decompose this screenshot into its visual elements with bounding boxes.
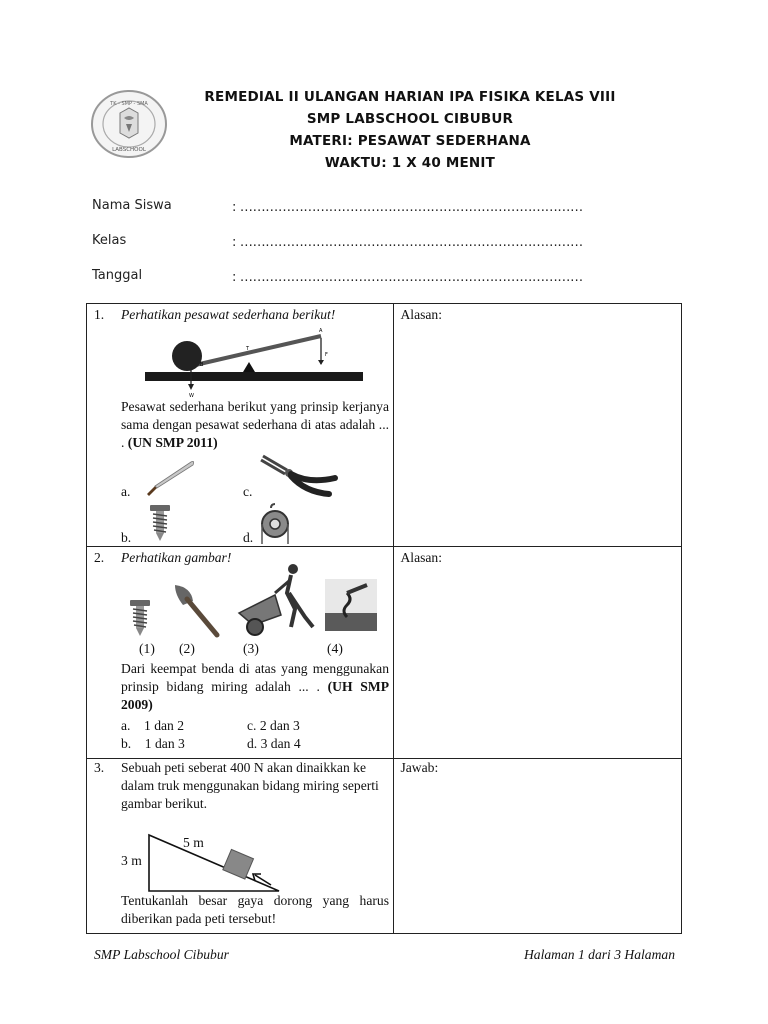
kelas-field[interactable]: : ……………………………………………………………………… — [232, 235, 583, 250]
q1-option-a[interactable]: a. — [121, 484, 131, 499]
q2-answer-cell[interactable] — [394, 547, 682, 759]
q1-text: Pesawat sederhana berikut yang prinsip kerjanya sama dengan pesawat sederhana di atas adalah ... . (UN SMP 2011) — [121, 399, 389, 450]
nama-siswa-field[interactable]: : ……………………………………………………………………… — [232, 200, 583, 215]
fig-number-4: (4) — [327, 641, 343, 656]
q2-number: 2. — [94, 550, 105, 565]
q2-option-b[interactable]: b. 1 dan 3 — [121, 736, 185, 751]
logo-arc-text: TK - SMP - SMA — [110, 101, 148, 107]
q2-text: Dari keempat benda di atas yang menggunakan prinsip bidang miring adalah ... . (UH SMP 2009) — [121, 661, 389, 712]
q2-intro: Perhatikan gambar! — [121, 550, 232, 565]
knife-icon — [143, 456, 199, 498]
q2-option-d[interactable]: d. 3 dan 4 — [247, 736, 301, 751]
screw-icon — [129, 599, 151, 637]
lever-label-b: B — [200, 362, 204, 368]
question-table — [86, 303, 682, 934]
q1-option-b[interactable]: b. — [121, 530, 132, 545]
nama-siswa-label: Nama Siswa — [92, 198, 172, 213]
header-school: SMP LABSCHOOL CIBUBUR — [306, 111, 514, 127]
corkscrew-icon — [323, 577, 379, 633]
q1-answer-label: Alasan: — [400, 307, 442, 322]
lever-label-w: W — [189, 393, 194, 399]
q3-number: 3. — [94, 760, 105, 775]
screw-icon — [149, 504, 171, 542]
incline-slope-label: 5 m — [183, 835, 204, 850]
incline-height-label: 3 m — [121, 853, 142, 868]
lever-label-a: A — [319, 328, 323, 334]
incline-figure — [147, 831, 287, 893]
q1-answer-cell[interactable] — [394, 304, 682, 547]
header-title: REMEDIAL II ULANGAN HARIAN IPA FISIKA KELAS VIII — [204, 89, 616, 105]
pulley-icon — [257, 502, 293, 546]
footer-school: SMP Labschool Cibubur — [94, 947, 229, 962]
fig-number-1: (1) — [139, 641, 155, 656]
q1-option-d[interactable]: d. — [243, 530, 254, 545]
q1-source: (UN SMP 2011) — [127, 435, 218, 450]
lever-label-f: F — [325, 352, 328, 358]
tanggal-field[interactable]: : ……………………………………………………………………… — [232, 270, 583, 285]
question-3 — [87, 759, 394, 934]
q2-answer-label: Alasan: — [400, 550, 442, 565]
q1-option-c[interactable]: c. — [243, 484, 253, 499]
fig-number-2: (2) — [179, 641, 195, 656]
kelas-label: Kelas — [92, 233, 127, 248]
tanggal-label: Tanggal — [92, 268, 143, 283]
q3-answer-label: Jawab: — [400, 760, 439, 775]
header-materi: MATERI: PESAWAT SEDERHANA — [289, 133, 531, 149]
axe-icon — [169, 583, 221, 639]
header-waktu: WAKTU: 1 X 40 MENIT — [324, 155, 496, 171]
lever-label-t: T — [246, 346, 250, 352]
fig-number-3: (3) — [243, 641, 259, 656]
question-2 — [87, 547, 394, 759]
logo-school-text: LABSCHOOL — [112, 147, 146, 153]
footer-page-number: Halaman 1 dari 3 Halaman — [523, 947, 675, 962]
lever-figure — [145, 324, 363, 402]
q1-number: 1. — [94, 307, 105, 322]
q2-source: (UH SMP 2009) — [121, 679, 389, 712]
q2-option-a[interactable]: a. 1 dan 2 — [121, 718, 185, 733]
q3-text: Sebuah peti seberat 400 N akan dinaikkan ke dalam truk menggunakan bidang miring seperti gambar berikut. — [121, 760, 379, 811]
q1-intro: Perhatikan pesawat sederhana berikut! — [121, 307, 336, 322]
q3-question: Tentukanlah besar gaya dorong yang harus diberikan pada peti tersebut! — [121, 893, 389, 926]
question-1 — [87, 304, 394, 547]
q2-option-c[interactable]: c. 2 dan 3 — [247, 718, 300, 733]
q3-answer-cell[interactable] — [394, 759, 682, 934]
pliers-icon — [259, 454, 339, 498]
wheelbarrow-icon — [235, 563, 325, 643]
